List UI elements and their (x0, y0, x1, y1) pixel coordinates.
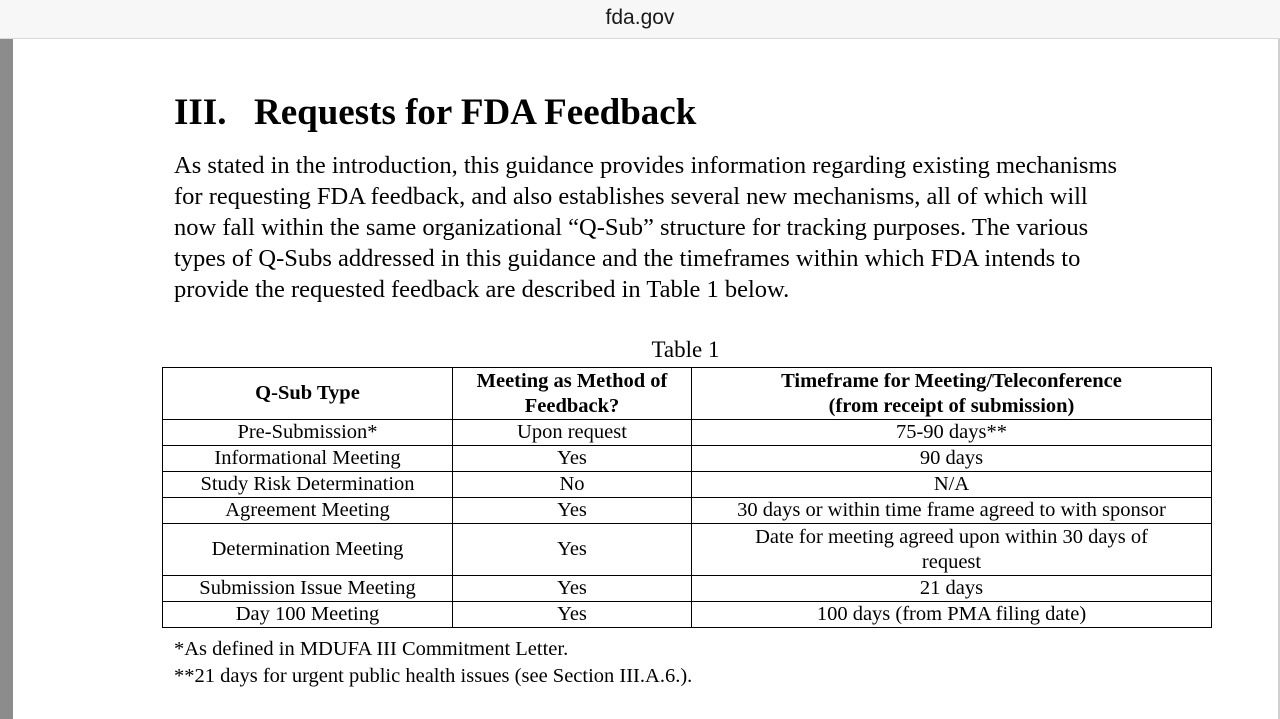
cell-timeframe: 21 days (692, 576, 1212, 602)
cell-meeting: Yes (453, 602, 692, 628)
paragraph-line: provide the requested feedback are described in Table 1 below. (174, 276, 790, 303)
header-timeframe-line: (from receipt of submission) (828, 394, 1075, 417)
address-bar[interactable] (0, 0, 1280, 39)
left-sidebar-edge (0, 39, 13, 719)
cell-type: Determination Meeting (163, 524, 453, 576)
cell-meeting: Yes (453, 498, 692, 524)
footnote: *As defined in MDUFA III Commitment Letter. (174, 638, 569, 660)
cell-type: Submission Issue Meeting (163, 576, 453, 602)
header-meeting-method (453, 368, 692, 420)
header-timeframe (692, 368, 1212, 420)
paragraph-line: now fall within the same organizational “Q-Sub” structure for tracking purposes. The various (174, 214, 1089, 241)
table-row (163, 446, 1212, 472)
intro-paragraph (174, 150, 1214, 305)
table-row (163, 472, 1212, 498)
cell-type: Informational Meeting (163, 446, 453, 472)
cell-timeframe: 90 days (692, 446, 1212, 472)
cell-meeting: Upon request (453, 420, 692, 446)
table-row (163, 524, 1212, 576)
timeframe-line: Date for meeting agreed upon within 30 days of (755, 525, 1148, 548)
document-page (13, 39, 1278, 719)
section-title: Requests for FDA Feedback (254, 92, 697, 133)
cell-timeframe (692, 524, 1212, 576)
table-header-row (163, 368, 1212, 420)
table-caption: Table 1 (651, 337, 720, 362)
timeframe-line: request (921, 550, 982, 573)
cell-meeting: Yes (453, 524, 692, 576)
cell-timeframe: 100 days (from PMA filing date) (692, 602, 1212, 628)
cell-meeting: Yes (453, 576, 692, 602)
url-text[interactable]: fda.gov (605, 6, 675, 29)
cell-type: Agreement Meeting (163, 498, 453, 524)
cell-timeframe: N/A (692, 472, 1212, 498)
table-row (163, 498, 1212, 524)
table-row (163, 576, 1212, 602)
footnote: **21 days for urgent public health issues (see Section III.A.6.). (174, 665, 693, 687)
cell-type: Day 100 Meeting (163, 602, 453, 628)
cell-timeframe: 75-90 days** (692, 420, 1212, 446)
cell-timeframe: 30 days or within time frame agreed to with sponsor (692, 498, 1212, 524)
cell-type: Study Risk Determination (163, 472, 453, 498)
paragraph-line: for requesting FDA feedback, and also establishes several new mechanisms, all of which will (174, 183, 1088, 210)
table-row (163, 602, 1212, 628)
table-row (163, 420, 1212, 446)
paragraph-line: As stated in the introduction, this guidance provides information regarding existing mechanisms (174, 152, 1118, 179)
header-timeframe-line: Timeframe for Meeting/Teleconference (781, 369, 1122, 392)
header-meeting-line: Feedback? (524, 394, 620, 417)
cell-meeting: No (453, 472, 692, 498)
header-qsub-type: Q-Sub Type (163, 368, 453, 420)
paragraph-line: types of Q-Subs addressed in this guidance and the timeframes within which FDA intends to (174, 245, 1081, 272)
section-number: III. (174, 92, 227, 133)
cell-type: Pre-Submission* (163, 420, 453, 446)
qsub-table (162, 367, 1212, 628)
header-meeting-line: Meeting as Method of (476, 369, 668, 392)
section-heading (174, 91, 696, 134)
cell-meeting: Yes (453, 446, 692, 472)
